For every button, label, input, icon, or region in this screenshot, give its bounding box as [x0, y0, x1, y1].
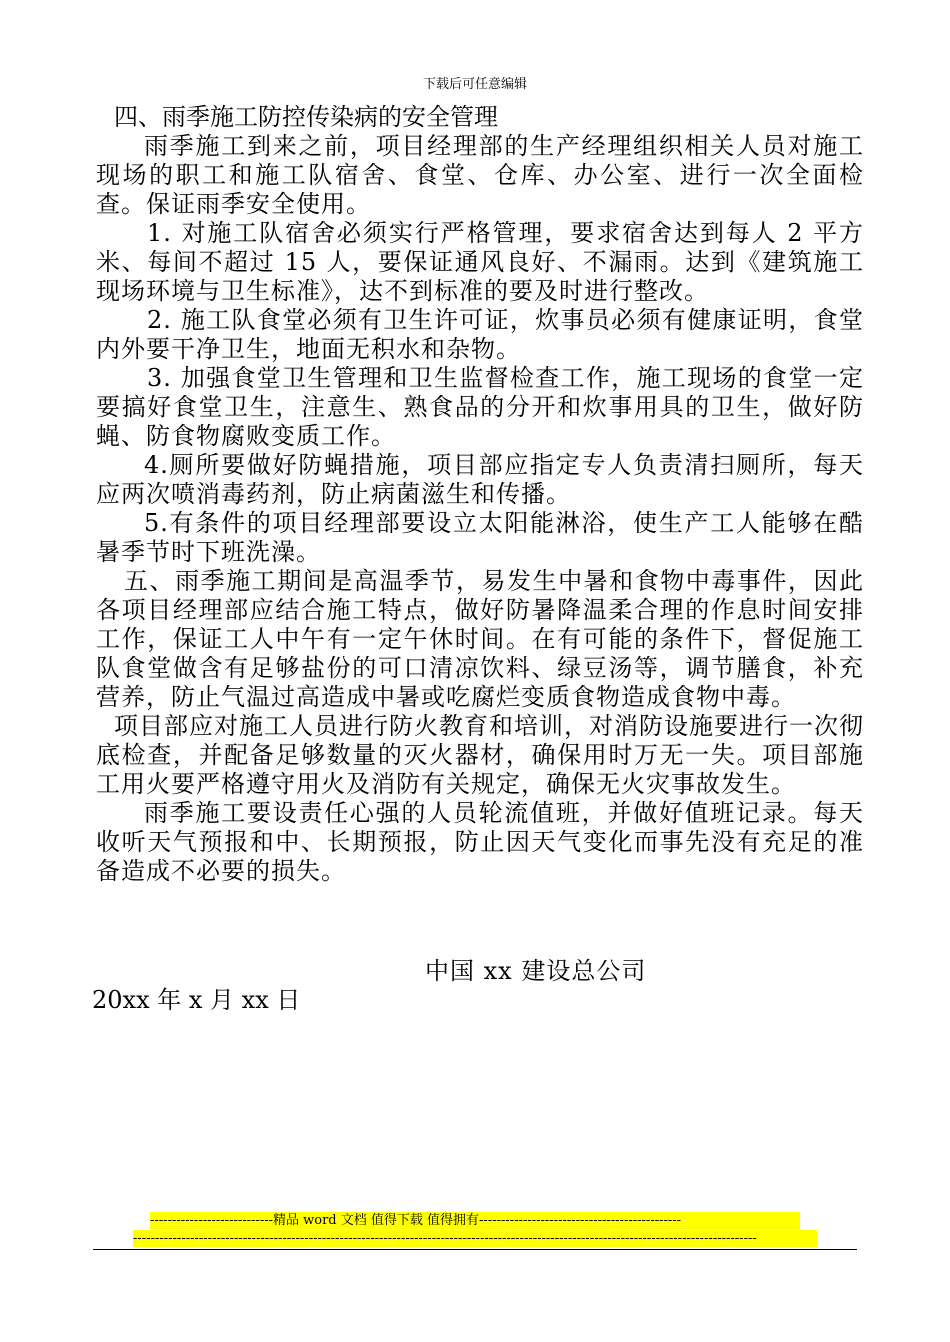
section4-intro: 雨季施工到来之前，项目经理部的生产经理组织相关人员对施工现场的职工和施工队宿舍、食堂、仓库、办公室、进行一次全面检查。保证雨季安全使用。 [96, 132, 864, 218]
section4-title: 四、雨季施工防控传染病的安全管理 [114, 103, 498, 131]
footer-banner-line1: ----------------------------精品 word 文档 值得下载 值得拥有---------------------------------------------- [150, 1212, 800, 1229]
signature-date: 20xx 年 x 月 xx 日 [92, 986, 301, 1014]
section5-paragraph: 五、雨季施工期间是高温季节，易发生中暑和食物中毒事件，因此各项目经理部应结合施工特点，做好防暑降温柔合理的作息时间安排工作，保证工人中午有一定午休时间。在有可能的条件下，督促施工队食堂做含有足够盐份的可口清凉饮料、绿豆汤等，调节膳食，补充营养，防止气温过高造成中暑或吃腐烂变质食物造成食物中毒。 [96, 567, 864, 711]
item-3: 3. 加强食堂卫生管理和卫生监督检查工作，施工现场的食堂一定要搞好食堂卫生，注意生、熟食品的分开和炊事用具的卫生，做好防蝇、防食物腐败变质工作。 [96, 364, 864, 450]
item-1: 1. 对施工队宿舍必须实行严格管理，要求宿舍达到每人 2 平方米、每间不超过 15 人，要保证通风良好、不漏雨。达到《建筑施工现场环境与卫生标准》，达不到标准的要及时进行整改。 [96, 219, 864, 305]
item-5: 5.有条件的项目经理部要设立太阳能淋浴，使生产工人能够在酷暑季节时下班洗澡。 [96, 509, 864, 566]
signature-company: 中国 xx 建设总公司 [425, 957, 647, 985]
item-2: 2. 施工队食堂必须有卫生许可证，炊事员必须有健康证明，食堂内外要干净卫生，地面无积水和杂物。 [96, 306, 864, 363]
document-body [96, 103, 864, 886]
header-note: 下载后可任意编辑 [422, 77, 527, 92]
footer-divider [93, 1249, 857, 1250]
fire-safety-paragraph: 项目部应对施工人员进行防火教育和培训，对消防设施要进行一次彻底检查，并配备足够数量的灭火器材，确保用时万无一失。项目部施工用火要严格遵守用火及消防有关规定，确保无火灾事故发生。 [96, 712, 864, 798]
duty-paragraph: 雨季施工要设责任心强的人员轮流值班，并做好值班记录。每天收听天气预报和中、长期预报，防止因天气变化而事先没有充足的准备造成不必要的损失。 [96, 799, 864, 885]
footer-banner-line2: ---------------------------------------------------------------------------------------------------------------------------------------------- [133, 1230, 817, 1247]
item-4: 4.厕所要做好防蝇措施，项目部应指定专人负责清扫厕所，每天应两次喷消毒药剂，防止病菌滋生和传播。 [96, 451, 864, 508]
